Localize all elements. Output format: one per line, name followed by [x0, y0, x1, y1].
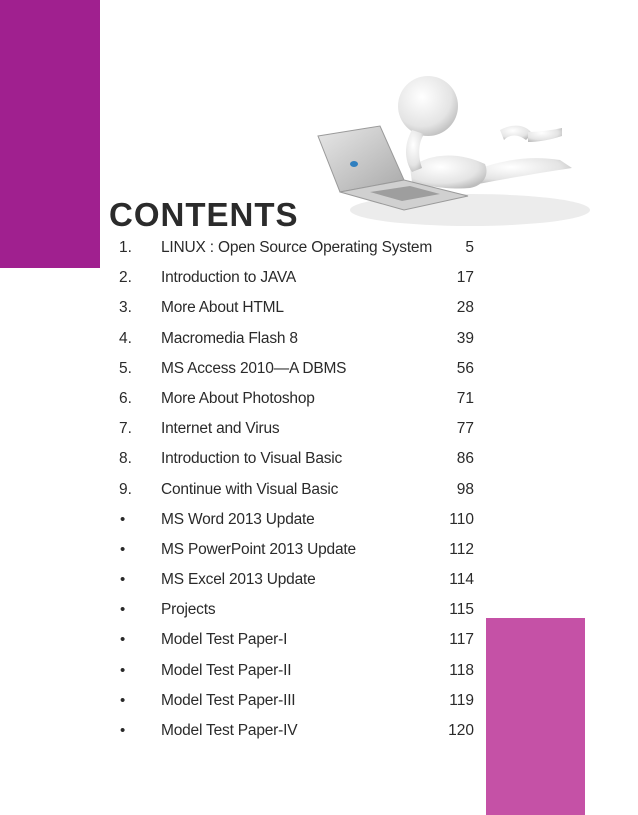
toc-entry — [0, 236, 638, 266]
chapter-title: MS Access 2010—A DBMS — [161, 359, 347, 377]
chapter-number: 7. — [119, 420, 132, 438]
toc-entry — [0, 508, 638, 538]
chapter-title: Projects — [161, 601, 216, 619]
page-number: 110 — [449, 510, 474, 528]
toc-entry — [0, 568, 638, 598]
page-number: 86 — [456, 450, 474, 468]
chapter-title: Continue with Visual Basic — [161, 480, 339, 498]
toc-entry — [0, 447, 638, 477]
chapter-title: More About Photoshop — [161, 389, 315, 407]
toc-entry — [0, 266, 638, 296]
bullet-marker: • — [120, 661, 126, 679]
chapter-title: Model Test Paper-I — [161, 631, 288, 649]
chapter-number: 2. — [119, 269, 132, 287]
page-number: 77 — [456, 420, 474, 438]
toc-entry — [0, 538, 638, 568]
toc-entry — [0, 719, 638, 749]
page-number: 120 — [448, 722, 474, 739]
chapter-title: Model Test Paper-III — [161, 691, 296, 709]
page-number: 117 — [449, 631, 474, 649]
chapter-title: MS Excel 2013 Update — [161, 571, 316, 589]
chapter-number: 8. — [119, 450, 132, 468]
page-number: 39 — [456, 329, 474, 347]
toc-entry — [0, 628, 638, 658]
page-number: 71 — [456, 389, 474, 407]
bullet-marker: • — [120, 691, 126, 709]
toc-entry — [0, 296, 638, 326]
toc-entry — [0, 478, 638, 508]
page-number: 98 — [456, 480, 474, 498]
toc-entry — [0, 387, 638, 417]
page-number: 114 — [449, 571, 474, 589]
bullet-marker: • — [120, 571, 126, 589]
bullet-marker: • — [120, 601, 126, 619]
bullet-marker: • — [120, 510, 126, 528]
chapter-number: 5. — [119, 359, 132, 377]
contents-list — [0, 236, 638, 749]
toc-entry — [0, 598, 638, 628]
chapter-title: Macromedia Flash 8 — [161, 329, 298, 347]
chapter-title: Introduction to Visual Basic — [161, 450, 343, 468]
chapter-title: MS Word 2013 Update — [161, 510, 315, 528]
bullet-marker: • — [120, 540, 126, 558]
toc-entry — [0, 417, 638, 447]
page-number: 5 — [465, 239, 474, 256]
page-number: 118 — [449, 661, 474, 679]
chapter-title: Model Test Paper-II — [161, 661, 292, 679]
chapter-title: Internet and Virus — [161, 420, 280, 438]
chapter-title: Model Test Paper-IV — [161, 722, 298, 739]
page-number: 17 — [456, 269, 474, 287]
chapter-title: Introduction to JAVA — [161, 269, 297, 287]
page-title: CONTENTS — [109, 196, 299, 233]
chapter-number: 1. — [119, 239, 132, 256]
chapter-number: 9. — [119, 480, 132, 498]
page-number: 112 — [449, 540, 474, 558]
bullet-marker: • — [120, 722, 126, 739]
bullet-marker: • — [120, 631, 126, 649]
chapter-title: LINUX : Open Source Operating System — [161, 239, 433, 256]
toc-entry — [0, 659, 638, 689]
page-number: 56 — [456, 359, 474, 377]
toc-entry — [0, 327, 638, 357]
chapter-number: 3. — [119, 299, 132, 317]
person-with-laptop-illustration — [300, 60, 600, 240]
toc-entry — [0, 357, 638, 387]
chapter-title: More About HTML — [161, 299, 284, 317]
chapter-title: MS PowerPoint 2013 Update — [161, 540, 356, 558]
page-number: 115 — [449, 601, 474, 619]
page-number: 28 — [456, 299, 474, 317]
toc-entry — [0, 689, 638, 719]
decorative-block-left — [0, 0, 100, 268]
chapter-number: 6. — [119, 389, 132, 407]
page-number: 119 — [449, 691, 474, 709]
chapter-number: 4. — [119, 329, 132, 347]
